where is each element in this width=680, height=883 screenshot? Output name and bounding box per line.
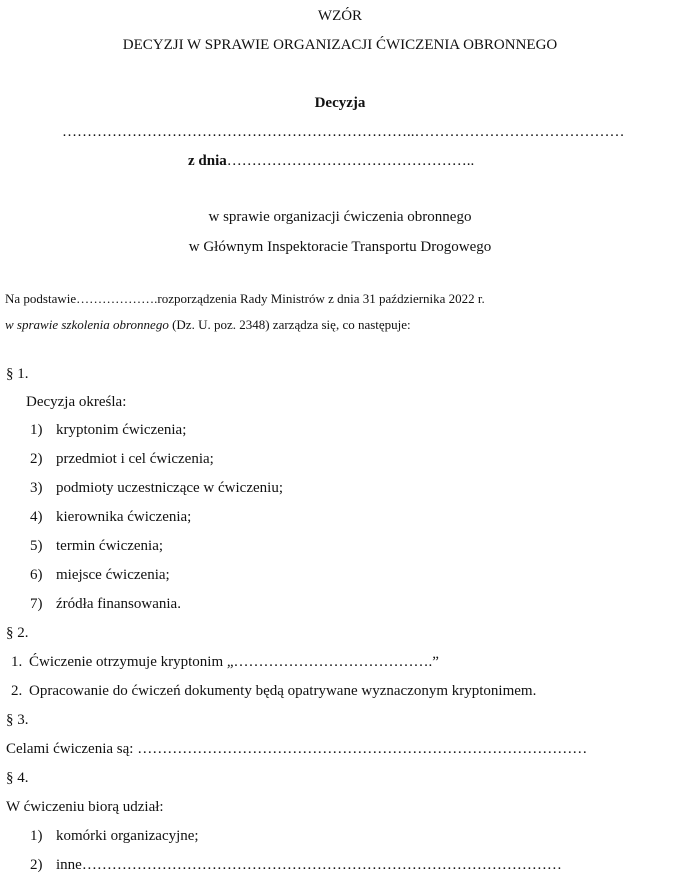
- subject-line-2: w Głównym Inspektoracie Transportu Drogowego: [188, 239, 492, 255]
- document-label: WZÓR: [317, 8, 363, 24]
- item-number: 2): [30, 451, 43, 467]
- item-text: podmioty uczestniczące w ćwiczeniu;: [56, 480, 283, 496]
- authority-placeholder: ……………………………………………………………..……………………………………: [62, 124, 625, 140]
- item-number: 4): [30, 509, 43, 525]
- item-text: kryptonim ćwiczenia;: [56, 422, 187, 438]
- section-1-item: [30, 422, 186, 439]
- section-1-item: [30, 509, 191, 526]
- legal-basis-line-1: Na podstawie……………….rozporządzenia Rady Ministrów z dnia 31 października 2022 r.: [5, 291, 485, 306]
- date-line: [188, 153, 474, 170]
- item-text: źródła finansowania.: [56, 596, 181, 612]
- item-number: 2): [30, 857, 43, 873]
- item-number: 5): [30, 538, 43, 554]
- section-3-mark: § 3.: [6, 712, 29, 728]
- section-1-item: [30, 538, 163, 555]
- section-1-mark: § 1.: [6, 366, 29, 382]
- legal-basis-line-2: [5, 317, 411, 333]
- section-1-item: [30, 567, 170, 584]
- item-number: 1): [30, 422, 43, 438]
- section-4-intro: W ćwiczeniu biorą udział:: [6, 799, 164, 815]
- item-text: inne……………………………………………………………………………………: [56, 857, 562, 873]
- item-number: 3): [30, 480, 43, 496]
- section-3-text: Celami ćwiczenia są: ………………………………………………………………………………: [6, 741, 588, 757]
- section-1-intro: Decyzja określa:: [26, 394, 127, 410]
- item-text: Ćwiczenie otrzymuje kryptonim „………………………………….”: [29, 654, 439, 670]
- item-text: kierownika ćwiczenia;: [56, 509, 192, 525]
- section-2-item: [11, 654, 439, 671]
- item-text: termin ćwiczenia;: [56, 538, 164, 554]
- item-number: 1): [30, 828, 43, 844]
- item-text: komórki organizacyjne;: [56, 828, 199, 844]
- section-2-mark: § 2.: [6, 625, 29, 641]
- date-placeholder: …………………………………………..: [226, 153, 475, 169]
- item-text: miejsce ćwiczenia;: [56, 567, 170, 583]
- item-number: 1.: [11, 654, 23, 670]
- decision-heading: Decyzja: [314, 95, 366, 111]
- section-1-item: [30, 451, 214, 468]
- section-1-item: [30, 480, 283, 497]
- item-text: przedmiot i cel ćwiczenia;: [56, 451, 214, 467]
- regulation-citation: (Dz. U. poz. 2348) zarządza się, co następuje:: [168, 317, 411, 332]
- section-4-item: [30, 828, 199, 845]
- item-number: 6): [30, 567, 43, 583]
- document-title: DECYZJI W SPRAWIE ORGANIZACJI ĆWICZENIA OBRONNEGO: [122, 37, 558, 53]
- section-2-item: [11, 683, 536, 700]
- section-4-item: [30, 857, 562, 874]
- subject-line-1: w sprawie organizacji ćwiczenia obronnego: [208, 209, 472, 225]
- regulation-title: w sprawie szkolenia obronnego: [5, 317, 169, 332]
- section-4-mark: § 4.: [6, 770, 29, 786]
- date-label: z dnia: [188, 153, 227, 169]
- section-1-item: [30, 596, 181, 613]
- item-number: 2.: [11, 683, 23, 699]
- item-text: Opracowanie do ćwiczeń dokumenty będą opatrywane wyznaczonym kryptonimem.: [29, 683, 537, 699]
- item-number: 7): [30, 596, 43, 612]
